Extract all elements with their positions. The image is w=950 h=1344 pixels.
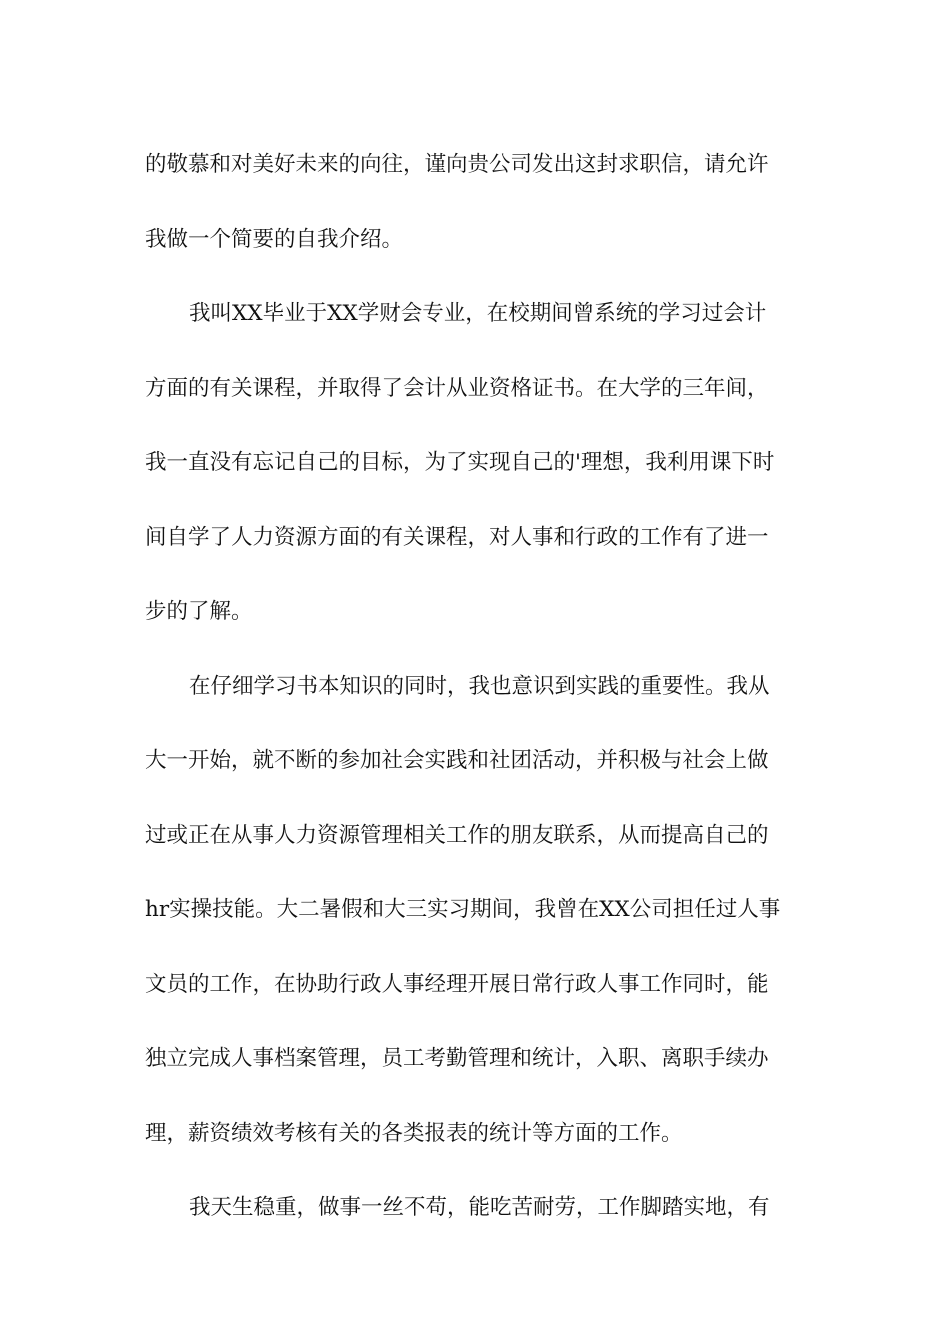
text-line: 的敬慕和对美好未来的向往，谨向贵公司发出这封求职信，请允许	[145, 152, 769, 177]
text-line: 我天生稳重，做事一丝不苟，能吃苦耐劳，工作脚踏实地，有	[189, 1195, 770, 1220]
paragraph-3	[145, 650, 809, 1172]
paragraph-2	[145, 277, 809, 650]
document-body	[145, 128, 809, 1246]
text-line: 在仔细学习书本知识的同时，我也意识到实践的重要性。我从	[189, 673, 770, 699]
text-line: 独立完成人事档案管理，员工考勤管理和统计，入职、离职手续办	[145, 1046, 769, 1071]
text-line: 间自学了人力资源方面的有关课程，对人事和行政的工作有了进一	[145, 524, 769, 550]
text-line: hr实操技能。大二暑假和大三实习期间，我曾在XX公司担任过人事	[145, 897, 781, 922]
text-line: 大一开始，就不断的参加社会实践和社团活动，并积极与社会上做	[145, 748, 769, 773]
text-line: 我做一个简要的自我介绍。	[145, 226, 404, 252]
text-line: 我叫XX毕业于XX学财会专业，在校期间曾系统的学习过会计	[189, 301, 767, 326]
text-line: 过或正在从事人力资源管理相关工作的朋友联系，从而提高自己的	[145, 822, 769, 848]
text-line: 理，薪资绩效考核有关的各类报表的统计等方面的工作。	[145, 1120, 683, 1146]
text-line: 文员的工作，在协助行政人事经理开展日常行政人事工作同时，能	[145, 971, 769, 997]
text-line: 我一直没有忘记自己的目标，为了实现自己的'理想，我利用课下时	[145, 450, 775, 475]
paragraph-4	[145, 1171, 809, 1246]
text-line: 方面的有关课程，并取得了会计从业资格证书。在大学的三年间，	[145, 375, 769, 401]
text-line: 步的了解。	[145, 599, 253, 624]
paragraph-1	[145, 128, 809, 277]
